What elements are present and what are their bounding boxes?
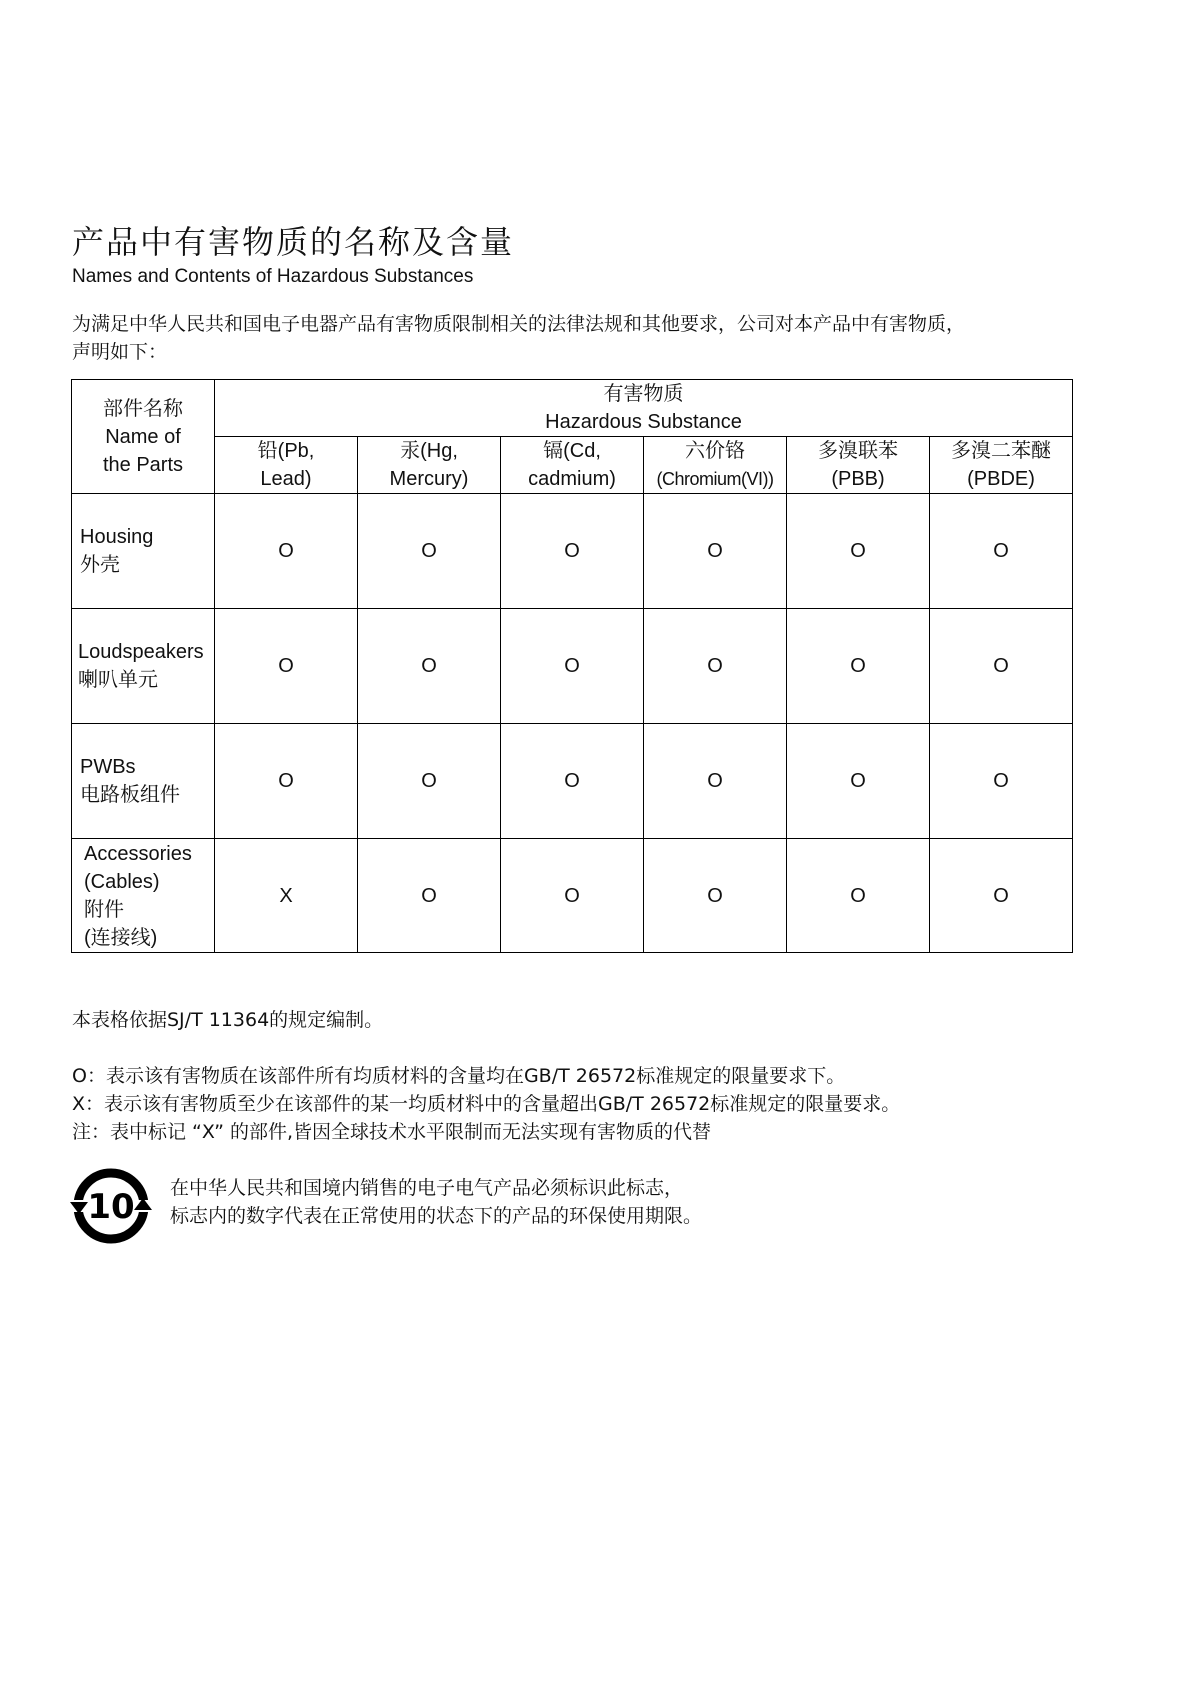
hazard-group-header [215, 380, 1073, 437]
value-cell: O [358, 724, 501, 839]
part-name-cell [72, 724, 215, 839]
header-text: 汞(Hg, [400, 440, 458, 462]
intro-paragraph [72, 310, 1072, 366]
epup-logo-number: 10 [87, 1187, 135, 1227]
header-text: Name of [105, 425, 181, 448]
header-text: 铅(Pb, [257, 440, 315, 462]
value-cell: O [215, 724, 358, 839]
header-text: 多溴联苯 [818, 440, 898, 462]
value-cell: O [644, 609, 787, 724]
standard-note: 本表格依据SJ/T 11364的规定编制。 [72, 1009, 384, 1031]
epup-text-line: 标志内的数字代表在正常使用的状态下的产品的环保使用期限。 [170, 1205, 703, 1227]
intro-line: 为满足中华人民共和国电子电器产品有害物质限制相关的法律法规和其他要求，公司对本产品中有害物质， [72, 313, 966, 335]
header-text: 有害物质 [603, 383, 684, 405]
legend-x: X：表示该有害物质至少在该部件的某一均质材料中的含量超出GB/T 26572标准规定的限量要求。 [72, 1093, 901, 1115]
value-cell: O [930, 494, 1073, 609]
value-cell: O [644, 724, 787, 839]
header-text: 六价铬 [685, 440, 745, 462]
epup-logo-icon [70, 1168, 152, 1244]
header-text: Mercury) [389, 468, 469, 490]
part-name-text: PWBs [80, 756, 136, 778]
header-text: Hazardous Substance [545, 411, 742, 433]
part-name-text: 电路板组件 [80, 784, 180, 806]
header-text: (PBB) [831, 468, 885, 490]
legend-o: O：表示该有害物质在该部件所有均质材料的含量均在GB/T 26572标准规定的限量要求下。 [72, 1065, 846, 1087]
page-title: 产品中有害物质的名称及含量 [72, 223, 515, 261]
value-cell: O [501, 609, 644, 724]
header-text: the Parts [102, 453, 184, 476]
value-cell: O [930, 609, 1073, 724]
epup-description [170, 1174, 702, 1230]
substance-header [358, 437, 501, 494]
value-cell: O [501, 494, 644, 609]
value-cell: O [787, 609, 930, 724]
header-text: 多溴二苯醚 [951, 440, 1052, 462]
table-row [72, 839, 1073, 953]
part-name-cell [72, 494, 215, 609]
value-cell: O [787, 724, 930, 839]
part-name-cell [72, 839, 215, 953]
value-cell: O [358, 494, 501, 609]
epup-text-line: 在中华人民共和国境内销售的电子电气产品必须标识此标志， [170, 1177, 684, 1199]
header-text: 镉(Cd, [543, 440, 601, 462]
value-cell: O [930, 839, 1073, 953]
value-cell: X [215, 839, 358, 953]
value-cell: O [358, 609, 501, 724]
part-name-text: Housing [80, 526, 154, 548]
substance-header [501, 437, 644, 494]
part-name-text: Accessories [84, 842, 192, 865]
value-cell: O [787, 839, 930, 953]
value-cell: O [358, 839, 501, 953]
table-row [72, 609, 1073, 724]
legend-note: 注：表中标记 “X” 的部件,皆因全球技术水平限制而无法实现有害物质的代替 [72, 1121, 712, 1143]
header-text: (Chromium(VI)) [656, 469, 774, 489]
part-name-text: 附件 [84, 898, 124, 921]
table-row [72, 724, 1073, 839]
part-name-text: 外壳 [80, 554, 120, 576]
value-cell: O [787, 494, 930, 609]
table-row [72, 494, 1073, 609]
value-cell: O [501, 839, 644, 953]
part-name-text: (Cables) [84, 870, 160, 893]
page-subtitle: Names and Contents of Hazardous Substances [72, 266, 474, 287]
substance-header [787, 437, 930, 494]
value-cell: O [501, 724, 644, 839]
value-cell: O [644, 494, 787, 609]
header-text: 部件名称 [103, 397, 183, 420]
value-cell: O [644, 839, 787, 953]
header-text: Lead) [260, 468, 312, 490]
substance-header [644, 437, 787, 494]
parts-column-header [72, 380, 215, 494]
substance-header [215, 437, 358, 494]
value-cell: O [215, 494, 358, 609]
header-text: (PBDE) [967, 468, 1035, 490]
legend [72, 1062, 900, 1146]
part-name-cell [72, 609, 215, 724]
part-name-text: (连接线) [84, 926, 158, 949]
intro-line: 声明如下： [72, 341, 168, 363]
substance-header [930, 437, 1073, 494]
hazardous-substance-table [71, 379, 1073, 953]
value-cell: O [215, 609, 358, 724]
part-name-text: 喇叭单元 [78, 669, 158, 691]
header-text: cadmium) [528, 468, 616, 490]
value-cell: O [930, 724, 1073, 839]
part-name-text: Loudspeakers [78, 641, 204, 663]
